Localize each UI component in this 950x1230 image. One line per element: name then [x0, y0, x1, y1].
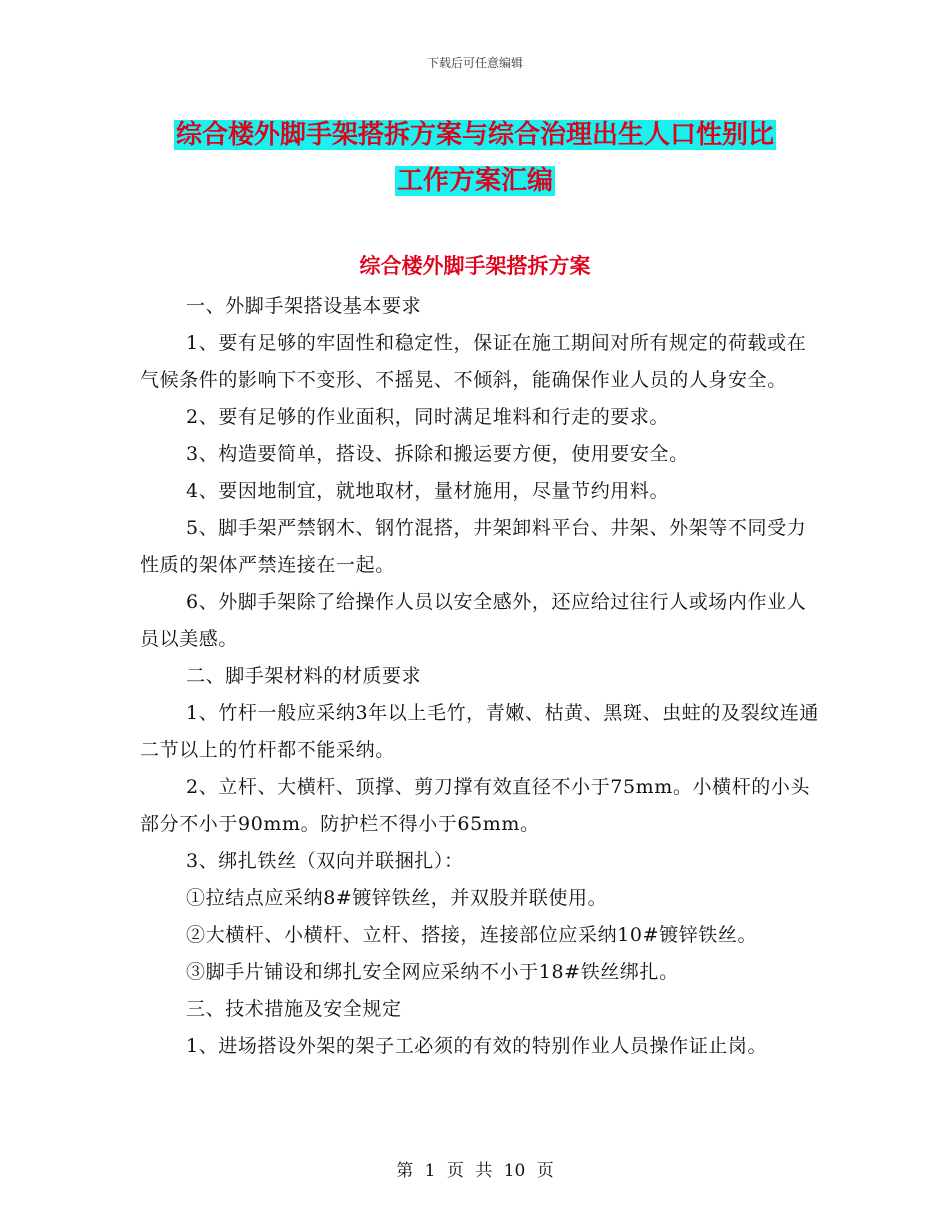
heading-1: 一、外脚手架搭设基本要求 — [186, 295, 422, 317]
page-footer: 第 1 页 共 10 页 — [396, 1161, 554, 1181]
list-item: ②大横杆、小横杆、立杆、搭接，连接部位应采纳10#镀锌铁丝。 — [186, 924, 758, 946]
paragraph: 1、要有足够的牢固性和稳定性，保证在施工期间对所有规定的荷载或在气候条件的影响下不变形、不摇晃、不倾斜，能确保作业人员的人身安全。 — [140, 332, 807, 391]
document-title — [0, 112, 950, 204]
paragraph: 2、要有足够的作业面积，同时满足堆料和行走的要求。 — [186, 406, 670, 428]
heading-2: 二、脚手架材料的材质要求 — [186, 665, 422, 687]
list-item: ①拉结点应采纳8#镀锌铁丝，并双股并联使用。 — [186, 887, 608, 909]
heading-3: 三、技术措施及安全规定 — [186, 998, 402, 1020]
paragraph: 1、进场搭设外架的架子工必须的有效的特别作业人员操作证止岗。 — [186, 1035, 768, 1057]
paragraph: 2、立杆、大横杆、顶撑、剪刀撑有效直径不小于75mm。小横杆的小头部分不小于90mm。防护栏不得小于65mm。 — [140, 776, 811, 835]
paragraph: 3、构造要简单，搭设、拆除和搬运要方便，使用要安全。 — [186, 443, 689, 465]
paragraph: 6、外脚手架除了给操作人员以安全感外，还应给过往行人或场内作业人员以美感。 — [140, 591, 807, 650]
paragraph: 3、绑扎铁丝（双向并联捆扎）： — [186, 850, 464, 872]
document-body — [140, 288, 820, 1065]
section-title: 综合楼外脚手架搭拆方案 — [359, 254, 591, 278]
paragraph: 5、脚手架严禁钢木、钢竹混搭，井架卸料平台、井架、外架等不同受力性质的架体严禁连接在一起。 — [140, 517, 807, 576]
title-line-1: 综合楼外脚手架搭拆方案与综合治理出生人口性别比 — [175, 120, 774, 150]
paragraph: 4、要因地制宜，就地取材，量材施用，尽量节约用料。 — [186, 480, 670, 502]
header-note: 下载后可任意编辑 — [426, 56, 523, 70]
title-line-2: 工作方案汇编 — [396, 166, 553, 196]
paragraph: 1、竹杆一般应采纳3年以上毛竹，青嫩、枯黄、黑斑、虫蛀的及裂纹连通二节以上的竹杆都不能采纳。 — [140, 702, 819, 761]
list-item: ③脚手片铺设和绑扎安全网应采纳不小于18#铁丝绑扎。 — [186, 961, 679, 983]
